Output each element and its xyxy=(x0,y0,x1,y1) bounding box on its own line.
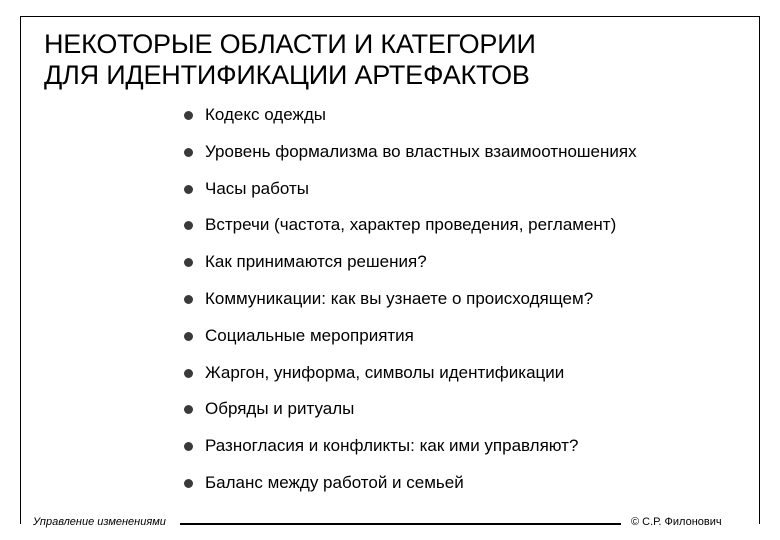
list-item-text: Обряды и ритуалы xyxy=(205,399,355,419)
list-item-text: Коммуникации: как вы узнаете о происходящем? xyxy=(205,288,594,308)
list-item-text: Встречи (частота, характер проведения, регламент) xyxy=(205,215,617,235)
footer-divider xyxy=(180,523,621,525)
bullet-dot-icon xyxy=(184,405,193,414)
list-item xyxy=(184,214,637,251)
list-item-text: Социальные мероприятия xyxy=(205,325,414,345)
list-item-text: Как принимаются решения? xyxy=(205,252,427,272)
bullet-dot-icon xyxy=(184,442,193,451)
title-line-2: ДЛЯ ИДЕНТИФИКАЦИИ АРТЕФАКТОВ xyxy=(44,60,530,90)
footer-copyright: © С.Р. Филонович xyxy=(631,516,722,528)
list-item-text: Часы работы xyxy=(205,178,309,198)
bullet-dot-icon xyxy=(184,369,193,378)
bullet-dot-icon xyxy=(184,221,193,230)
footer-course-title: Управление изменениями xyxy=(33,516,166,528)
list-item xyxy=(184,141,637,178)
bullet-dot-icon xyxy=(184,185,193,194)
bullet-dot-icon xyxy=(184,479,193,488)
bullet-list xyxy=(184,104,637,509)
list-item-text: Баланс между работой и семьей xyxy=(205,472,464,492)
slide-title xyxy=(44,29,744,91)
list-item xyxy=(184,435,637,472)
list-item xyxy=(184,178,637,215)
list-item-text: Кодекс одежды xyxy=(205,105,326,124)
list-item xyxy=(184,104,637,141)
frame-top-border xyxy=(20,16,760,17)
bullet-dot-icon xyxy=(184,332,193,341)
title-line-1: НЕКОТОРЫЕ ОБЛАСТИ И КАТЕГОРИИ xyxy=(44,29,536,59)
list-item xyxy=(184,288,637,325)
list-item xyxy=(184,398,637,435)
list-item xyxy=(184,472,637,509)
list-item-text: Разногласия и конфликты: как ими управляют? xyxy=(205,436,579,456)
bullet-dot-icon xyxy=(184,111,193,120)
bullet-dot-icon xyxy=(184,295,193,304)
list-item-text: Уровень формализма во властных взаимоотношениях xyxy=(205,141,637,161)
bullet-dot-icon xyxy=(184,148,193,157)
list-item xyxy=(184,362,637,399)
list-item-text: Жаргон, униформа, символы идентификации xyxy=(205,362,565,382)
bullet-dot-icon xyxy=(184,258,193,267)
frame-right-border xyxy=(759,16,760,524)
frame-left-border xyxy=(20,16,21,524)
list-item xyxy=(184,251,637,288)
list-item xyxy=(184,325,637,362)
